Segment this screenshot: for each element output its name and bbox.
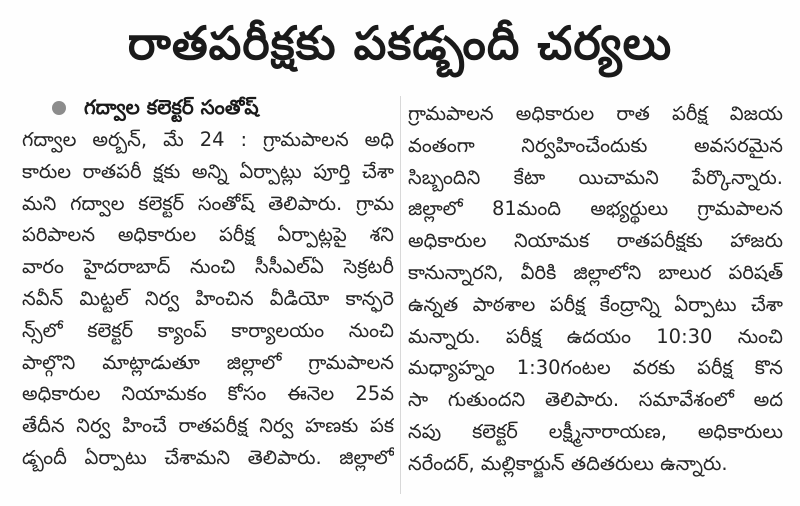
body-line: మధ్యాహ్నం 1:30గంటల వరకు పరీక్ష కొన xyxy=(408,356,783,380)
body-line: డ్బందీ ఏర్పాటు చేశామని తెలిపారు. జిల్లాలో xyxy=(22,445,394,469)
body-line: అధికారుల నియామకం కోసం ఈనెల 25వ xyxy=(22,382,394,406)
headline: రాతపరీక్షకు పకడ్బందీ చర్యలు xyxy=(127,16,673,70)
body-line: వారం హైదరాబాద్ నుంచి సీసీఎల్ఏ సెక్రటరీ xyxy=(22,255,394,279)
body-line: వంతంగా నిర్వహించేందుకు అవసరమైన xyxy=(408,133,783,157)
body-line: ఉన్నత పాఠశాల పరీక్ష కేంద్రాన్ని ఏర్పాటు చేశా xyxy=(408,292,783,316)
body-line: జిల్లాలో 81మంది అభ్యర్థులు గ్రామపాలన xyxy=(408,197,783,221)
body-line: సా గుతుందని తెలిపారు. సమావేశంలో అద xyxy=(408,388,783,412)
body-line: గద్వాల అర్బన్, మే 24 : గ్రామపాలన అధి xyxy=(22,128,394,151)
body-line: నపు కలెక్టర్ లక్ష్మీనారాయణ, అధికారులు xyxy=(408,419,783,443)
left-body xyxy=(22,124,394,474)
body-line: పాల్గొని మాట్లాడుతూ జిల్లాలో గ్రామపాలన xyxy=(22,350,394,374)
article-column-left xyxy=(22,92,394,474)
body-line: నరేందర్, మల్లికార్జున్ తదితరులు ఉన్నారు. xyxy=(408,451,728,475)
body-line: కానున్నారని, వీరికి జిల్లాలోని బాలుర పరిషత్ xyxy=(408,260,783,284)
body-line: తేదీన నిర్వ హించే రాతపరీక్ష నిర్వ హణకు పక xyxy=(22,414,394,438)
body-line: నవీన్ మిట్టల్ నిర్వ హించిన వీడియో కాన్ఫరె xyxy=(22,286,394,310)
column-divider xyxy=(400,96,401,494)
byline xyxy=(52,92,394,124)
body-line: పరిపాలన అధికారుల పరీక్ష ఏర్పాట్లపై శని xyxy=(22,223,394,247)
article-column-right xyxy=(408,98,783,480)
body-line: న్స్‌లో కలెక్టర్ క్యాంప్ కార్యాలయం నుంచి xyxy=(22,318,394,342)
body-line: గ్రామపాలన అధికారుల రాత పరీక్ష విజయ xyxy=(408,102,783,125)
bullet-icon xyxy=(52,101,66,115)
body-line: కారుల రాతపరీ క్షకు అన్ని ఏర్పాట్లు పూర్తి చేశా xyxy=(22,159,394,183)
body-line: మని గద్వాల కలెక్టర్ సంతోష్ తెలిపారు. గ్రామ xyxy=(22,191,394,215)
body-line: మన్నారు. పరీక్ష ఉదయం 10:30 నుంచి xyxy=(408,324,783,348)
body-line: సిబ్బందిని కేటా యిచామని పేర్కొన్నారు. xyxy=(408,165,783,189)
byline-text: గద్వాల కలెక్టర్ సంతోష్ xyxy=(84,95,259,120)
body-line: అధికారుల నియామక రాతపరీక్షకు హాజరు xyxy=(408,229,783,253)
